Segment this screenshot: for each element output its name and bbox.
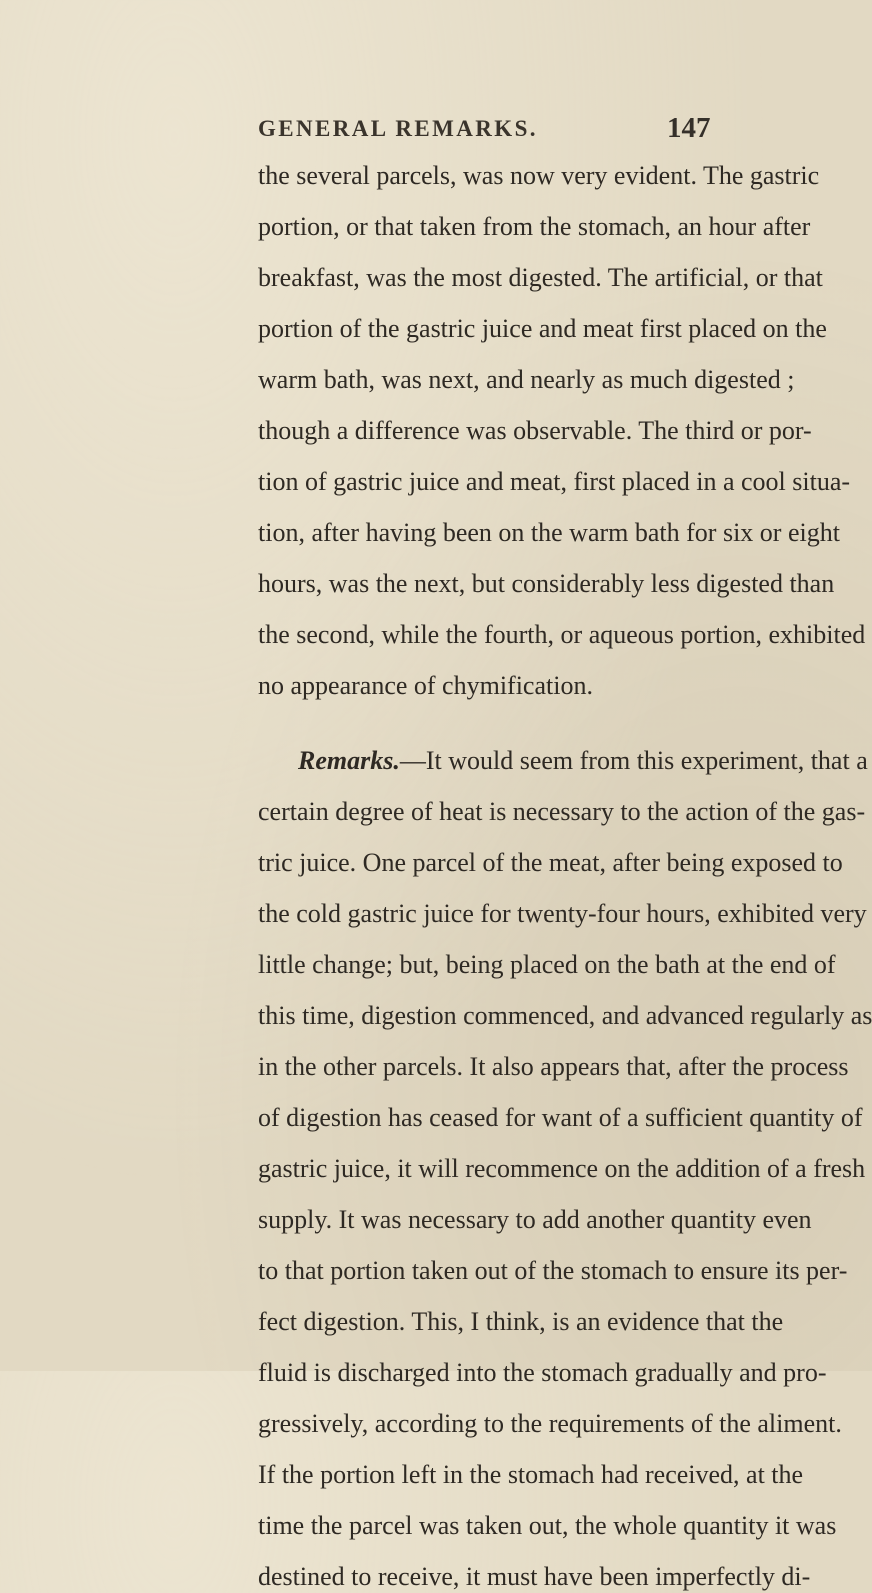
text-line: though a difference was observable. The third or por- <box>258 416 812 445</box>
text-line: of digestion has ceased for want of a sufficient quantity of <box>258 1103 863 1132</box>
text-line: gastric juice, it will recommence on the addition of a fresh <box>258 1154 866 1183</box>
text-line: in the other parcels. It also appears that, after the process <box>258 1052 849 1081</box>
text-line: portion, or that taken from the stomach, an hour after <box>258 212 811 241</box>
text-line: hours, was the next, but considerably less digested than <box>258 569 835 598</box>
text-line: time the parcel was taken out, the whole quantity it was <box>258 1511 837 1540</box>
page-number: 147 <box>667 112 711 144</box>
text-line: If the portion left in the stomach had received, at the <box>258 1460 804 1489</box>
text-line: to that portion taken out of the stomach to ensure its per- <box>258 1256 848 1285</box>
running-head-title: GENERAL REMARKS. <box>258 116 538 141</box>
text-line: little change; but, being placed on the bath at the end of <box>258 950 836 979</box>
text-line: gressively, according to the requirements of the aliment. <box>258 1409 842 1438</box>
text-line: the second, while the fourth, or aqueous portion, exhibited <box>258 620 866 649</box>
remarks-first-line-text: —It would seem from this experiment, that a <box>399 746 868 775</box>
remarks-label: Remarks. <box>298 746 400 775</box>
text-line: portion of the gastric juice and meat first placed on the <box>258 314 827 343</box>
text-line: warm bath, was next, and nearly as much digested ; <box>258 365 795 394</box>
remarks-first-line <box>298 745 868 777</box>
text-line: fect digestion. This, I think, is an evidence that the <box>258 1307 784 1336</box>
text-line: supply. It was necessary to add another quantity even <box>258 1205 812 1234</box>
running-head <box>0 112 800 152</box>
text-line: this time, digestion commenced, and advanced regularly as <box>258 1001 872 1030</box>
text-line: destined to receive, it must have been imperfectly di- <box>258 1562 811 1591</box>
text-line: no appearance of chymification. <box>258 671 593 700</box>
text-line: the cold gastric juice for twenty-four hours, exhibited very <box>258 899 867 928</box>
text-line: tion, after having been on the warm bath for six or eight <box>258 518 840 547</box>
text-line: tion of gastric juice and meat, first placed in a cool situa- <box>258 467 851 496</box>
text-line: breakfast, was the most digested. The artificial, or that <box>258 263 823 292</box>
text-line: tric juice. One parcel of the meat, after being exposed to <box>258 848 843 877</box>
text-line: fluid is discharged into the stomach gradually and pro- <box>258 1358 827 1387</box>
text-line: the several parcels, was now very evident. The gastric <box>258 161 820 190</box>
text-line: certain degree of heat is necessary to the action of the gas- <box>258 797 866 826</box>
